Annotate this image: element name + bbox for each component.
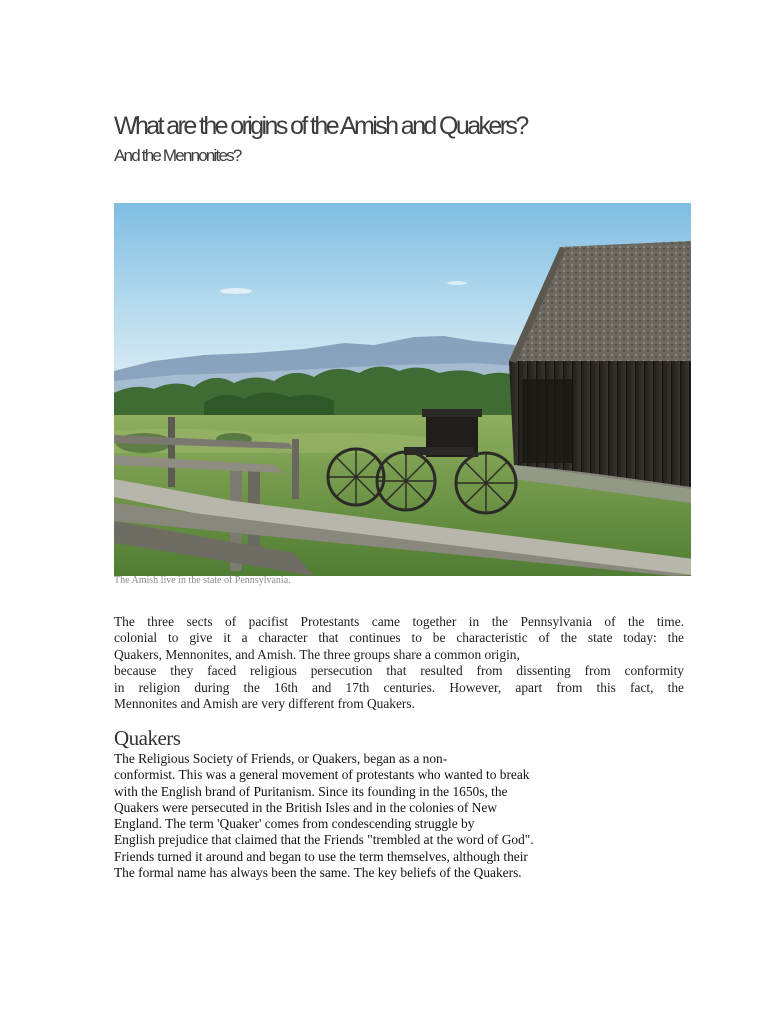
intro-line: Mennonites and Amish are very different from Quakers. bbox=[114, 696, 415, 712]
intro-line: colonial to give it a character that continues to be characteristic of the state today: the bbox=[114, 630, 684, 646]
intro-paragraph bbox=[114, 614, 684, 712]
page-subtitle: And the Mennonites? bbox=[114, 146, 241, 165]
quakers-line: with the English brand of Puritanism. Since its founding in the 1650s, the bbox=[114, 783, 508, 799]
quakers-line: The Religious Society of Friends, or Quakers, began as a non- bbox=[114, 751, 448, 766]
page-title: What are the origins of the Amish and Quakers? bbox=[114, 112, 527, 140]
quakers-line: English prejudice that claimed that the Friends "trembled at the word of God". bbox=[114, 832, 534, 848]
intro-line: Quakers, Mennonites, and Amish. The three groups share a common origin, bbox=[114, 646, 520, 662]
quakers-line: Friends turned it around and began to use the term themselves, although their bbox=[114, 848, 528, 864]
intro-line: because they faced religious persecution that resulted from dissenting from conformity bbox=[114, 663, 684, 679]
intro-line: in religion during the 16th and 17th centuries. However, apart from this fact, the bbox=[114, 679, 684, 695]
photo-caption: The Amish live in the state of Pennsylvania. bbox=[114, 575, 291, 586]
quakers-line: The formal name has always been the same. The key beliefs of the Quakers. bbox=[114, 865, 522, 881]
quakers-paragraph bbox=[114, 751, 614, 881]
intro-line: The three sects of pacifist Protestants came together in the Pennsylvania of the time. bbox=[114, 614, 684, 629]
quakers-line: Quakers were persecuted in the British Isles and in the colonies of New bbox=[114, 799, 498, 815]
photo-illustration bbox=[114, 203, 691, 576]
amish-buggy-photo bbox=[114, 203, 691, 576]
quakers-line: conformist. This was a general movement of protestants who wanted to break bbox=[114, 767, 530, 783]
quakers-line: England. The term 'Quaker' comes from condescending struggle by bbox=[114, 816, 475, 832]
section-heading-quakers: Quakers bbox=[114, 726, 181, 750]
